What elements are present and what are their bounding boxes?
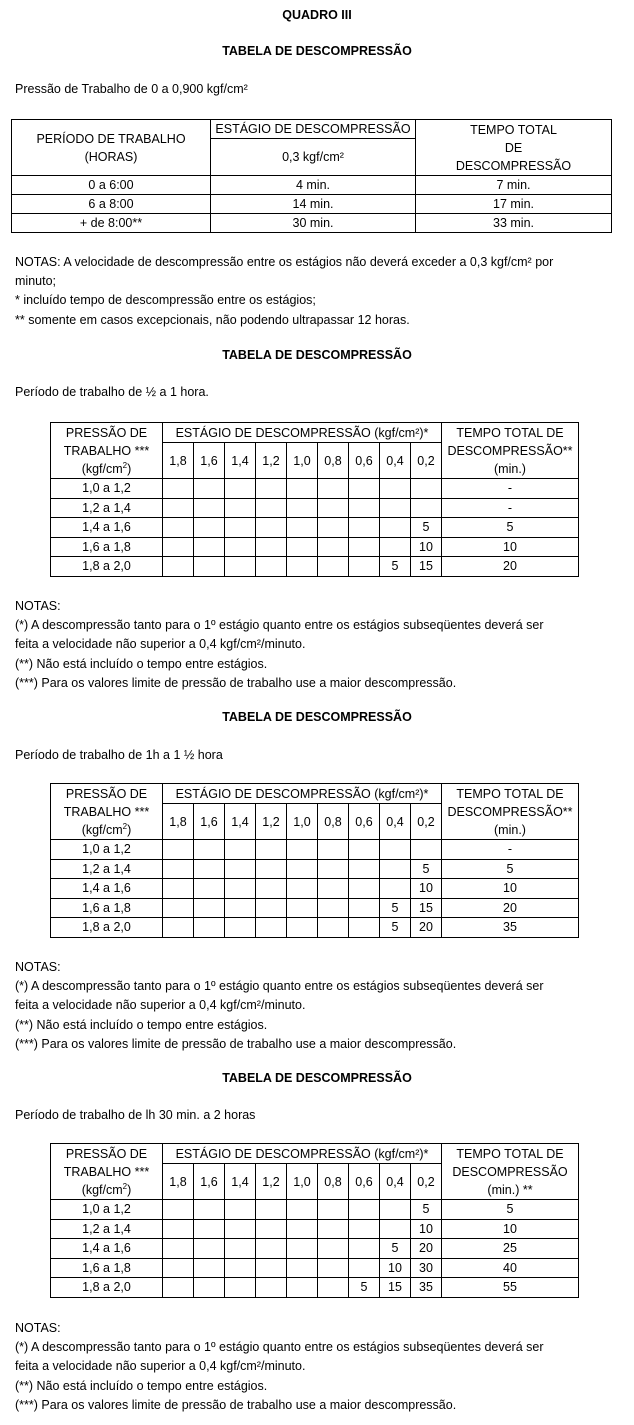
header-tempo bbox=[416, 120, 612, 176]
cell-pressao: 1,8 a 2,0 bbox=[51, 1278, 163, 1298]
cell-stage bbox=[163, 1278, 194, 1298]
quadro-title: QUADRO III bbox=[282, 8, 352, 22]
note-line: NOTAS: bbox=[15, 960, 61, 974]
table-1-notes bbox=[15, 253, 623, 330]
cell-stage bbox=[349, 557, 380, 577]
header-pressao-line1: PRESSÃO DE bbox=[65, 786, 148, 801]
cell-stage bbox=[225, 1200, 256, 1220]
table-row bbox=[51, 557, 579, 577]
cell-stage bbox=[194, 898, 225, 918]
header-tempo-line3: (min.) bbox=[494, 461, 526, 476]
cell-stage bbox=[194, 518, 225, 538]
header-tempo-line2: DESCOMPRESSÃO** bbox=[447, 443, 573, 458]
stage-header: 1,6 bbox=[194, 804, 225, 840]
cell-stage bbox=[163, 879, 194, 899]
header-estagio: ESTÁGIO DE DESCOMPRESSÃO (kgf/cm²)* bbox=[163, 423, 442, 443]
stage-header: 1,8 bbox=[163, 804, 194, 840]
cell-pressao: 1,6 a 1,8 bbox=[51, 1258, 163, 1278]
note-line: (***) Para os valores limite de pressão de trabalho use a maior descompressão. bbox=[15, 1036, 457, 1051]
stage-header: 0,6 bbox=[349, 804, 380, 840]
header-pressao bbox=[51, 784, 163, 840]
table-3-notes bbox=[15, 958, 623, 1054]
note-line: (*) A descompressão tanto para o 1º estágio quanto entre os estágios subseqüentes deverá ser bbox=[15, 1340, 544, 1355]
cell-stage bbox=[287, 1219, 318, 1239]
note-line: (*) A descompressão tanto para o 1º estágio quanto entre os estágios subseqüentes deverá ser bbox=[15, 618, 544, 633]
cell-stage bbox=[163, 498, 194, 518]
cell-stage bbox=[256, 479, 287, 499]
cell-stage bbox=[287, 557, 318, 577]
cell-stage bbox=[225, 537, 256, 557]
note-line: (**) Não está incluído o tempo entre estágios. bbox=[15, 1017, 268, 1032]
cell-stage bbox=[411, 840, 442, 860]
cell-stage bbox=[287, 840, 318, 860]
cell-stage bbox=[349, 518, 380, 538]
cell-stage bbox=[318, 537, 349, 557]
cell-stage bbox=[349, 840, 380, 860]
cell-stage bbox=[349, 1258, 380, 1278]
cell-stage bbox=[194, 498, 225, 518]
table-row bbox=[51, 479, 579, 499]
header-estagio: ESTÁGIO DE DESCOMPRESSÃO (kgf/cm²)* bbox=[163, 784, 442, 804]
cell-total: - bbox=[442, 840, 579, 860]
stage-header: 1,4 bbox=[225, 804, 256, 840]
stage-header: 0,4 bbox=[380, 804, 411, 840]
table-row bbox=[12, 214, 612, 233]
cell-pressao: 1,4 a 1,6 bbox=[51, 1239, 163, 1259]
cell-total: 20 bbox=[442, 898, 579, 918]
cell-stage bbox=[349, 879, 380, 899]
cell-stage bbox=[287, 518, 318, 538]
stage-header: 1,8 bbox=[163, 1164, 194, 1200]
cell-stage bbox=[318, 1219, 349, 1239]
cell-stage bbox=[256, 518, 287, 538]
cell-stage bbox=[256, 498, 287, 518]
cell-stage bbox=[163, 1239, 194, 1259]
header-pressao-line1: PRESSÃO DE bbox=[65, 425, 148, 440]
cell-stage bbox=[163, 1219, 194, 1239]
cell-stage bbox=[349, 479, 380, 499]
header-tempo-line1: TEMPO TOTAL DE bbox=[456, 786, 564, 801]
cell-stage bbox=[256, 898, 287, 918]
header-pressao bbox=[51, 1144, 163, 1200]
cell-stage bbox=[163, 1258, 194, 1278]
cell-total: 10 bbox=[442, 879, 579, 899]
stage-header: 0,4 bbox=[380, 1164, 411, 1200]
cell-stage bbox=[256, 918, 287, 938]
table-row bbox=[51, 518, 579, 538]
cell-stage bbox=[225, 518, 256, 538]
table-row bbox=[12, 176, 612, 195]
table-row bbox=[51, 898, 579, 918]
cell-pressao: 1,2 a 1,4 bbox=[51, 498, 163, 518]
cell-stage bbox=[225, 1219, 256, 1239]
cell-stage bbox=[318, 1258, 349, 1278]
cell-stage bbox=[256, 1258, 287, 1278]
cell-total: 25 bbox=[442, 1239, 579, 1259]
cell-stage bbox=[380, 518, 411, 538]
stage-header: 0,8 bbox=[318, 804, 349, 840]
cell-stage bbox=[318, 840, 349, 860]
cell-stage bbox=[287, 1278, 318, 1298]
cell-stage bbox=[380, 840, 411, 860]
cell-pressao: 1,4 a 1,6 bbox=[51, 879, 163, 899]
cell-stage bbox=[225, 1239, 256, 1259]
cell-stage bbox=[225, 1258, 256, 1278]
cell-stage bbox=[318, 1200, 349, 1220]
cell-stage bbox=[256, 1200, 287, 1220]
cell-pressao: 1,2 a 1,4 bbox=[51, 859, 163, 879]
cell-stage bbox=[194, 918, 225, 938]
header-estagio-pressure: 0,3 kgf/cm² bbox=[211, 139, 416, 176]
table-row bbox=[51, 498, 579, 518]
cell-stage bbox=[380, 479, 411, 499]
note-line: ** somente em casos excepcionais, não podendo ultrapassar 12 horas. bbox=[15, 312, 410, 327]
table-row bbox=[51, 840, 579, 860]
cell-stage bbox=[194, 537, 225, 557]
header-estagio: ESTÁGIO DE DESCOMPRESSÃO (kgf/cm²)* bbox=[163, 1144, 442, 1164]
cell-stage: 5 bbox=[380, 898, 411, 918]
cell-stage bbox=[349, 1200, 380, 1220]
cell-stage: 20 bbox=[411, 1239, 442, 1259]
cell-stage bbox=[287, 879, 318, 899]
table-row bbox=[51, 537, 579, 557]
cell-stage: 15 bbox=[411, 898, 442, 918]
cell-stage bbox=[349, 898, 380, 918]
cell-total: 10 bbox=[442, 537, 579, 557]
cell-stage: 10 bbox=[380, 1258, 411, 1278]
stage-header: 0,8 bbox=[318, 443, 349, 479]
cell-stage bbox=[318, 859, 349, 879]
cell-stage bbox=[194, 879, 225, 899]
header-pressao-line2: TRABALHO *** bbox=[63, 443, 150, 458]
header-tempo-line2: DE bbox=[504, 141, 523, 155]
cell-stage: 10 bbox=[411, 879, 442, 899]
cell-stage bbox=[225, 879, 256, 899]
cell-stage bbox=[194, 1219, 225, 1239]
table-2-notes bbox=[15, 597, 623, 693]
cell-stage bbox=[318, 518, 349, 538]
cell-total: 5 bbox=[442, 859, 579, 879]
stage-header: 1,4 bbox=[225, 1164, 256, 1200]
cell-stage bbox=[194, 1239, 225, 1259]
stage-header: 0,2 bbox=[411, 804, 442, 840]
cell-stage: 35 bbox=[411, 1278, 442, 1298]
stage-header: 0,4 bbox=[380, 443, 411, 479]
cell-stage bbox=[163, 557, 194, 577]
table-row bbox=[51, 1239, 579, 1259]
note-line: NOTAS: bbox=[15, 1321, 61, 1335]
cell-stage bbox=[287, 918, 318, 938]
cell-periodo: + de 8:00** bbox=[12, 214, 211, 233]
stage-header: 0,6 bbox=[349, 443, 380, 479]
cell-stage bbox=[318, 898, 349, 918]
stage-header: 1,0 bbox=[287, 1164, 318, 1200]
cell-pressao: 1,6 a 1,8 bbox=[51, 898, 163, 918]
decompression-table-3 bbox=[50, 783, 579, 938]
header-pressao-line3: $(kgf/cm^2)$ bbox=[81, 821, 132, 837]
stage-header: 1,8 bbox=[163, 443, 194, 479]
cell-stage bbox=[194, 557, 225, 577]
cell-stage bbox=[194, 1258, 225, 1278]
cell-estagio: 4 min. bbox=[211, 176, 416, 195]
stage-header: 0,2 bbox=[411, 443, 442, 479]
cell-total: - bbox=[442, 479, 579, 499]
cell-stage bbox=[194, 840, 225, 860]
cell-tempo: 7 min. bbox=[416, 176, 612, 195]
cell-pressao: 1,8 a 2,0 bbox=[51, 557, 163, 577]
note-line: feita a velocidade não superior a 0,4 kgf/cm²/minuto. bbox=[15, 637, 306, 652]
cell-stage: 5 bbox=[380, 1239, 411, 1259]
cell-stage: 15 bbox=[380, 1278, 411, 1298]
cell-stage bbox=[194, 859, 225, 879]
cell-periodo: 6 a 8:00 bbox=[12, 195, 211, 214]
cell-stage bbox=[318, 498, 349, 518]
cell-stage bbox=[163, 537, 194, 557]
cell-stage bbox=[194, 1200, 225, 1220]
cell-pressao: 1,0 a 1,2 bbox=[51, 1200, 163, 1220]
cell-stage bbox=[225, 918, 256, 938]
cell-stage bbox=[163, 859, 194, 879]
table-row bbox=[51, 918, 579, 938]
note-line: (***) Para os valores limite de pressão de trabalho use a maior descompressão. bbox=[15, 1397, 457, 1412]
table-row bbox=[51, 1258, 579, 1278]
cell-stage bbox=[256, 1239, 287, 1259]
table-3-intro: Período de trabalho de 1h a 1 ½ hora bbox=[15, 748, 223, 762]
cell-stage bbox=[163, 840, 194, 860]
stage-header: 1,4 bbox=[225, 443, 256, 479]
cell-stage bbox=[349, 498, 380, 518]
cell-stage bbox=[349, 918, 380, 938]
cell-stage bbox=[225, 1278, 256, 1298]
cell-pressao: 1,0 a 1,2 bbox=[51, 840, 163, 860]
cell-stage bbox=[318, 1239, 349, 1259]
cell-pressao: 1,0 a 1,2 bbox=[51, 479, 163, 499]
cell-total: 55 bbox=[442, 1278, 579, 1298]
header-tempo-line1: TEMPO TOTAL bbox=[470, 123, 557, 137]
note-line: feita a velocidade não superior a 0,4 kgf/cm²/minuto. bbox=[15, 998, 306, 1013]
header-tempo-line2: DESCOMPRESSÃO** bbox=[447, 804, 573, 819]
cell-estagio: 30 min. bbox=[211, 214, 416, 233]
cell-pressao: 1,8 a 2,0 bbox=[51, 918, 163, 938]
cell-stage bbox=[380, 859, 411, 879]
cell-stage: 10 bbox=[411, 537, 442, 557]
cell-estagio: 14 min. bbox=[211, 195, 416, 214]
cell-total: 20 bbox=[442, 557, 579, 577]
stage-header: 0,2 bbox=[411, 1164, 442, 1200]
header-tempo-line3: (min.) bbox=[494, 822, 526, 837]
header-tempo-line3: DESCOMPRESSÃO bbox=[455, 159, 572, 173]
table-3-title: TABELA DE DESCOMPRESSÃO bbox=[222, 710, 412, 724]
cell-stage bbox=[256, 1219, 287, 1239]
note-line: (***) Para os valores limite de pressão de trabalho use a maior descompressão. bbox=[15, 675, 457, 690]
cell-stage bbox=[256, 840, 287, 860]
header-pressao bbox=[51, 423, 163, 479]
cell-stage bbox=[318, 879, 349, 899]
header-tempo-line1: TEMPO TOTAL DE bbox=[456, 425, 564, 440]
cell-stage bbox=[163, 918, 194, 938]
table-2-intro: Período de trabalho de ½ a 1 hora. bbox=[15, 385, 209, 399]
cell-stage bbox=[194, 1278, 225, 1298]
stage-header: 0,6 bbox=[349, 1164, 380, 1200]
note-line: NOTAS: bbox=[15, 599, 61, 613]
header-pressao-line3: $(kgf/cm^2)$ bbox=[81, 1181, 132, 1197]
table-row bbox=[51, 859, 579, 879]
cell-stage bbox=[318, 557, 349, 577]
cell-pressao: 1,4 a 1,6 bbox=[51, 518, 163, 538]
cell-stage bbox=[194, 479, 225, 499]
cell-stage bbox=[380, 879, 411, 899]
table-row bbox=[12, 195, 612, 214]
cell-stage: 5 bbox=[411, 518, 442, 538]
header-pressao-line2: TRABALHO *** bbox=[63, 1164, 150, 1179]
cell-stage bbox=[287, 1239, 318, 1259]
cell-total: 10 bbox=[442, 1219, 579, 1239]
cell-stage bbox=[163, 518, 194, 538]
cell-stage: 10 bbox=[411, 1219, 442, 1239]
cell-stage bbox=[318, 918, 349, 938]
cell-stage bbox=[256, 859, 287, 879]
cell-total: 40 bbox=[442, 1258, 579, 1278]
table-2-title: TABELA DE DESCOMPRESSÃO bbox=[222, 348, 412, 362]
cell-stage: 20 bbox=[411, 918, 442, 938]
stage-header: 1,0 bbox=[287, 804, 318, 840]
header-periodo bbox=[12, 120, 211, 176]
header-tempo-line2: DESCOMPRESSÃO bbox=[452, 1164, 568, 1179]
cell-stage bbox=[256, 879, 287, 899]
note-line: * incluído tempo de descompressão entre os estágios; bbox=[15, 293, 316, 308]
table-1-intro: Pressão de Trabalho de 0 a 0,900 kgf/cm² bbox=[15, 82, 248, 96]
decompression-table-4 bbox=[50, 1143, 579, 1298]
header-pressao-line2: TRABALHO *** bbox=[63, 804, 150, 819]
cell-stage bbox=[163, 898, 194, 918]
note-line: NOTAS: A velocidade de descompressão entre os estágios não deverá exceder a 0,3 kgf/cm² por bbox=[15, 255, 554, 269]
cell-stage bbox=[225, 840, 256, 860]
header-tempo-line1: TEMPO TOTAL DE bbox=[456, 1146, 564, 1161]
table-row bbox=[51, 1219, 579, 1239]
cell-stage bbox=[256, 557, 287, 577]
header-pressao-line1: PRESSÃO DE bbox=[65, 1146, 148, 1161]
cell-stage bbox=[287, 898, 318, 918]
cell-stage bbox=[411, 479, 442, 499]
cell-tempo: 33 min. bbox=[416, 214, 612, 233]
table-row bbox=[51, 1278, 579, 1298]
table-row bbox=[51, 1200, 579, 1220]
table-4-notes bbox=[15, 1319, 623, 1415]
note-line: feita a velocidade não superior a 0,4 kgf/cm²/minuto. bbox=[15, 1359, 306, 1374]
cell-stage bbox=[349, 1219, 380, 1239]
cell-stage bbox=[225, 898, 256, 918]
cell-stage: 30 bbox=[411, 1258, 442, 1278]
cell-stage: 5 bbox=[411, 1200, 442, 1220]
stage-header: 1,2 bbox=[256, 804, 287, 840]
cell-stage bbox=[411, 498, 442, 518]
cell-pressao: 1,2 a 1,4 bbox=[51, 1219, 163, 1239]
cell-total: 35 bbox=[442, 918, 579, 938]
cell-stage bbox=[349, 1239, 380, 1259]
stage-header: 1,6 bbox=[194, 443, 225, 479]
cell-stage bbox=[287, 1258, 318, 1278]
cell-total: 5 bbox=[442, 518, 579, 538]
cell-stage bbox=[380, 498, 411, 518]
note-line: (**) Não está incluído o tempo entre estágios. bbox=[15, 656, 268, 671]
cell-stage bbox=[225, 859, 256, 879]
cell-stage bbox=[287, 537, 318, 557]
cell-stage bbox=[225, 479, 256, 499]
stage-header: 0,8 bbox=[318, 1164, 349, 1200]
cell-stage bbox=[349, 537, 380, 557]
cell-stage bbox=[287, 1200, 318, 1220]
cell-stage bbox=[287, 498, 318, 518]
note-line: (**) Não está incluído o tempo entre estágios. bbox=[15, 1378, 268, 1393]
cell-stage bbox=[318, 479, 349, 499]
cell-stage bbox=[225, 498, 256, 518]
cell-stage bbox=[380, 537, 411, 557]
stage-header: 1,6 bbox=[194, 1164, 225, 1200]
cell-stage: 5 bbox=[349, 1278, 380, 1298]
table-row bbox=[51, 879, 579, 899]
cell-stage bbox=[318, 1278, 349, 1298]
cell-stage bbox=[256, 537, 287, 557]
table-4-title: TABELA DE DESCOMPRESSÃO bbox=[222, 1071, 412, 1085]
decompression-table-1 bbox=[11, 119, 612, 233]
header-tempo bbox=[442, 784, 579, 840]
stage-header: 1,2 bbox=[256, 443, 287, 479]
cell-stage bbox=[287, 479, 318, 499]
cell-stage bbox=[287, 859, 318, 879]
cell-stage bbox=[225, 557, 256, 577]
cell-pressao: 1,6 a 1,8 bbox=[51, 537, 163, 557]
cell-stage: 5 bbox=[411, 859, 442, 879]
cell-total: 5 bbox=[442, 1200, 579, 1220]
stage-header: 1,0 bbox=[287, 443, 318, 479]
cell-periodo: 0 a 6:00 bbox=[12, 176, 211, 195]
decompression-table-2 bbox=[50, 422, 579, 577]
table-4-intro: Período de trabalho de lh 30 min. a 2 horas bbox=[15, 1108, 256, 1122]
cell-total: - bbox=[442, 498, 579, 518]
note-line: minuto; bbox=[15, 274, 56, 289]
header-tempo-line3: (min.) ** bbox=[487, 1182, 533, 1197]
cell-stage bbox=[256, 1278, 287, 1298]
header-periodo-line2: (HORAS) bbox=[84, 149, 138, 164]
cell-stage bbox=[163, 1200, 194, 1220]
cell-stage bbox=[349, 859, 380, 879]
cell-tempo: 17 min. bbox=[416, 195, 612, 214]
header-tempo bbox=[442, 423, 579, 479]
cell-stage bbox=[380, 1200, 411, 1220]
note-line: (*) A descompressão tanto para o 1º estágio quanto entre os estágios subseqüentes deverá ser bbox=[15, 979, 544, 994]
cell-stage bbox=[163, 479, 194, 499]
stage-header: 1,2 bbox=[256, 1164, 287, 1200]
header-periodo-line1: PERÍODO DE TRABALHO bbox=[36, 131, 186, 146]
cell-stage bbox=[380, 1219, 411, 1239]
table-1-title: TABELA DE DESCOMPRESSÃO bbox=[222, 44, 412, 58]
header-estagio: ESTÁGIO DE DESCOMPRESSÃO bbox=[211, 120, 416, 139]
cell-stage: 5 bbox=[380, 918, 411, 938]
cell-stage: 5 bbox=[380, 557, 411, 577]
header-tempo bbox=[442, 1144, 579, 1200]
cell-stage: 15 bbox=[411, 557, 442, 577]
header-pressao-line3: $(kgf/cm^2)$ bbox=[81, 460, 132, 476]
